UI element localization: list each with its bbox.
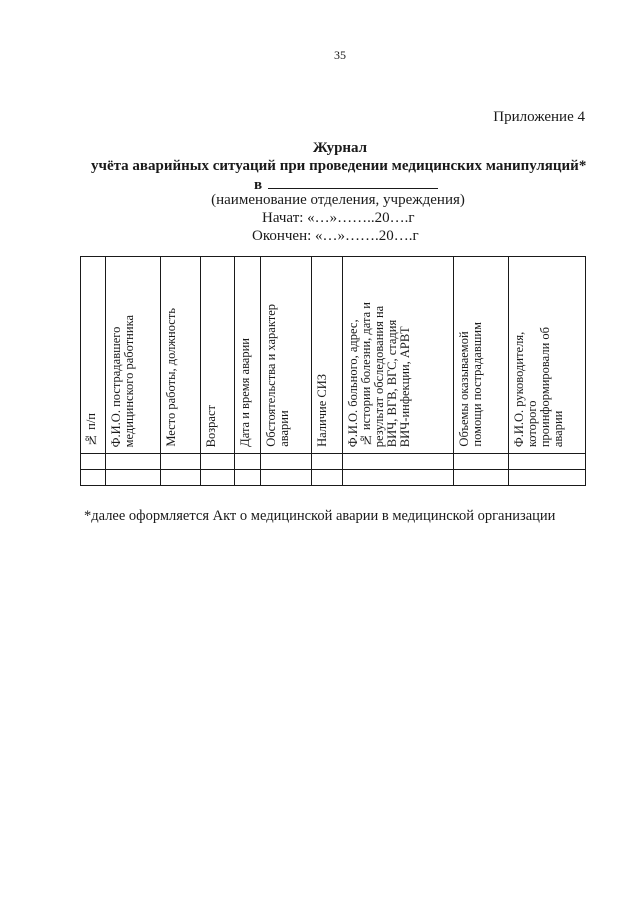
appendix-label: Приложение 4 [493, 109, 585, 125]
column-header [509, 257, 586, 454]
department-prefix: в [254, 177, 263, 193]
column-header-text: Ф.И.О. руководителя, которого проинформировали об аварии [512, 326, 565, 447]
table-cell [235, 470, 261, 486]
document-title: Журнал [312, 140, 368, 156]
table-cell [235, 454, 261, 470]
document-subtitle: учёта аварийных ситуаций при проведении медицинских манипуляций* [91, 158, 587, 174]
footnote: *далее оформляется Акт о медицинской аварии в медицинской организации [84, 508, 556, 524]
start-date-line: Начат: «…»……..20….г [262, 210, 415, 226]
column-header [81, 257, 106, 454]
column-header-text: Место работы, должность [164, 308, 178, 447]
column-header-text: Наличие СИЗ [315, 374, 329, 447]
table-cell [312, 470, 343, 486]
column-header [454, 257, 509, 454]
table-cell [509, 454, 586, 470]
table-cell [261, 470, 312, 486]
table-row [81, 470, 586, 486]
column-header-text: Объемы оказываемой помощи пострадавшим [457, 322, 484, 447]
column-header [106, 257, 161, 454]
column-header [201, 257, 235, 454]
page-number: 35 [334, 48, 346, 62]
table-cell [106, 454, 161, 470]
column-header-text: Ф.И.О. больного, адрес, № истории болезни, дата и результат обследования на ВИЧ, ВГВ, ВГС, стадия ВИЧ-инфекции, АРВТ [346, 301, 412, 447]
column-header-text: Ф.И.О. пострадавшего медицинского работника [109, 314, 136, 447]
table-cell [106, 470, 161, 486]
table-cell [454, 470, 509, 486]
table-cell [161, 470, 201, 486]
table-cell [312, 454, 343, 470]
column-header [261, 257, 312, 454]
table-row [81, 454, 586, 470]
table-cell [201, 470, 235, 486]
end-date-line: Окончен: «…»…….20….г [252, 228, 419, 244]
table-cell [454, 454, 509, 470]
column-header [343, 257, 454, 454]
table-cell [261, 454, 312, 470]
column-header [235, 257, 261, 454]
table-cell [161, 454, 201, 470]
table-cell [343, 470, 454, 486]
table-cell [81, 470, 106, 486]
column-header-text: Дата и время аварии [238, 338, 252, 447]
column-header [312, 257, 343, 454]
column-header [161, 257, 201, 454]
column-header-text: № п/п [84, 413, 98, 447]
table-cell [81, 454, 106, 470]
column-header-text: Возраст [204, 404, 218, 447]
department-blank-line [268, 174, 438, 189]
table-header-row [81, 257, 586, 454]
table-cell [509, 470, 586, 486]
table-cell [343, 454, 454, 470]
table-cell [201, 454, 235, 470]
column-header-text: Обстоятельства и характер аварии [264, 304, 291, 447]
department-caption: (наименование отделения, учреждения) [211, 192, 465, 208]
journal-table [80, 256, 586, 486]
department-line [254, 174, 438, 194]
